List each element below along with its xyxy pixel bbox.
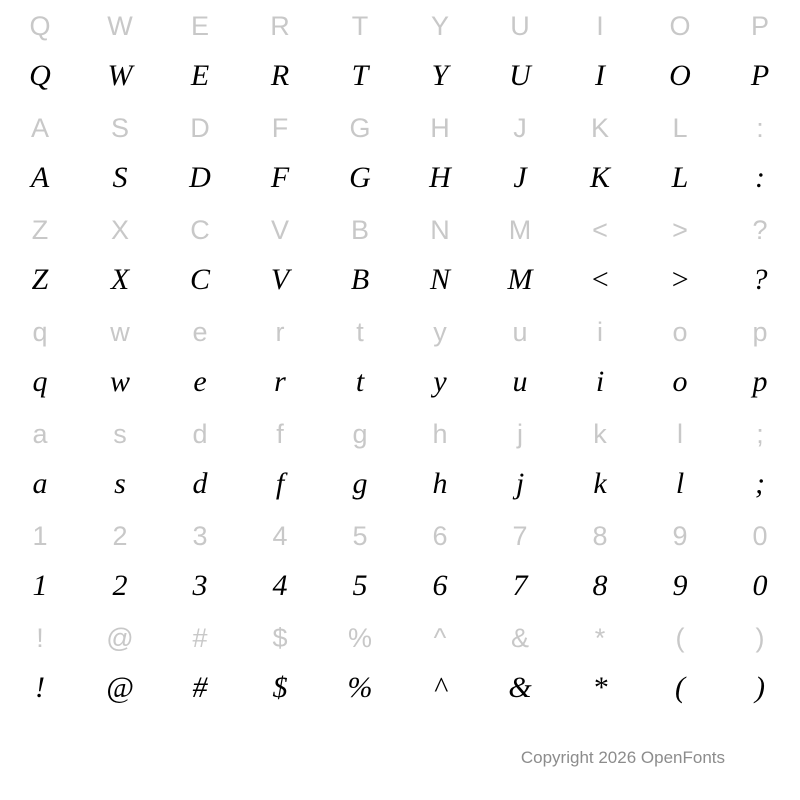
glyph-sample-cell: o <box>672 365 688 398</box>
key-label-cell: % <box>347 623 372 653</box>
specimen-row-pair <box>0 306 800 406</box>
key-label-cell: f <box>276 419 284 449</box>
glyph-sample-cell: P <box>750 59 770 92</box>
key-label-cell: > <box>672 215 688 245</box>
glyph-sample-cell: y <box>433 365 447 398</box>
glyph-sample-cell: @ <box>106 671 134 704</box>
key-label-cell: 2 <box>112 521 128 551</box>
key-label-cell: 6 <box>432 521 448 551</box>
glyph-sample-cell: q <box>32 365 48 398</box>
key-label-cell: # <box>192 623 208 653</box>
key-label-cell: R <box>270 11 290 41</box>
glyph-sample-cell: A <box>30 161 50 194</box>
key-label-row <box>0 306 800 358</box>
key-label-cell: k <box>593 419 607 449</box>
glyph-sample-cell: i <box>595 365 605 398</box>
glyph-sample-cell: r <box>274 365 286 398</box>
specimen-row-pair <box>0 612 800 712</box>
glyph-sample-cell: u <box>512 365 528 398</box>
key-label-cell: D <box>190 113 210 143</box>
glyph-sample-cell: ( <box>675 671 685 704</box>
glyph-sample-cell: w <box>109 365 130 398</box>
glyph-sample-cell: d <box>192 467 208 500</box>
glyph-sample-cell: J <box>513 161 527 194</box>
key-label-row <box>0 0 800 52</box>
key-label-cell: F <box>271 113 289 143</box>
key-label-cell: L <box>672 113 688 143</box>
glyph-sample-cell: X <box>110 263 130 296</box>
glyph-sample-cell: a <box>32 467 48 500</box>
glyph-sample-cell: C <box>189 263 210 296</box>
key-label-cell: ! <box>36 623 44 653</box>
key-label-cell: ^ <box>433 623 447 653</box>
glyph-sample-row <box>0 52 800 100</box>
key-label-cell: V <box>270 215 289 245</box>
glyph-sample-cell: k <box>593 467 607 500</box>
glyph-sample-cell: 5 <box>352 569 368 602</box>
glyph-sample-row <box>0 358 800 406</box>
glyph-sample-cell: 7 <box>512 569 528 602</box>
key-label-cell: 0 <box>752 521 768 551</box>
key-label-cell: d <box>192 419 208 449</box>
glyph-sample-cell: W <box>107 59 133 92</box>
key-label-cell: Q <box>29 11 51 41</box>
glyph-sample-cell: D <box>189 161 211 194</box>
key-label-cell: 4 <box>272 521 288 551</box>
glyph-sample-cell: T <box>351 59 369 92</box>
key-label-cell: B <box>350 215 369 245</box>
glyph-sample-cell: Y <box>431 59 449 92</box>
glyph-sample-cell: N <box>429 263 450 296</box>
key-label-cell: l <box>677 419 683 449</box>
glyph-sample-cell: : <box>755 161 765 194</box>
glyph-sample-row <box>0 562 800 610</box>
key-label-cell: w <box>110 317 130 347</box>
key-label-cell: P <box>750 11 769 41</box>
glyph-sample-cell: > <box>669 263 691 296</box>
glyph-sample-cell: % <box>347 671 373 704</box>
key-label-cell: p <box>752 317 768 347</box>
glyph-sample-cell: 2 <box>112 569 128 602</box>
glyph-sample-cell: ? <box>752 263 768 296</box>
glyph-sample-cell: 0 <box>752 569 768 602</box>
glyph-sample-cell: G <box>349 161 371 194</box>
key-label-cell: s <box>113 419 127 449</box>
key-label-cell: a <box>32 419 48 449</box>
key-label-cell: $ <box>272 623 288 653</box>
glyph-sample-cell: E <box>190 59 210 92</box>
key-label-cell: i <box>597 317 603 347</box>
glyph-sample-row <box>0 154 800 202</box>
glyph-sample-row <box>0 256 800 304</box>
key-label-cell: o <box>672 317 688 347</box>
key-label-cell: U <box>510 11 530 41</box>
glyph-sample-cell: 1 <box>32 569 48 602</box>
glyph-sample-cell: < <box>589 263 611 296</box>
key-label-cell: e <box>192 317 208 347</box>
key-label-row <box>0 612 800 664</box>
specimen-row-pair <box>0 0 800 100</box>
glyph-sample-cell: R <box>270 59 290 92</box>
key-label-cell: @ <box>106 623 134 653</box>
glyph-sample-cell: I <box>595 59 605 92</box>
glyph-sample-cell: U <box>509 59 531 92</box>
key-label-cell: T <box>351 11 369 41</box>
glyph-sample-cell: ^ <box>433 671 447 704</box>
glyph-sample-cell: Q <box>29 59 51 92</box>
glyph-sample-cell: l <box>675 467 685 500</box>
key-label-cell: Z <box>31 215 49 245</box>
key-label-cell: S <box>110 113 129 143</box>
key-label-cell: K <box>590 113 609 143</box>
glyph-sample-row <box>0 460 800 508</box>
glyph-sample-cell: e <box>193 365 207 398</box>
key-label-row <box>0 408 800 460</box>
key-label-cell: 5 <box>352 521 368 551</box>
key-label-cell: : <box>756 113 764 143</box>
glyph-sample-cell: Z <box>31 263 49 296</box>
key-label-cell: C <box>190 215 210 245</box>
key-label-cell: y <box>433 317 447 347</box>
specimen-row-pair <box>0 408 800 508</box>
key-label-cell: g <box>352 419 368 449</box>
key-label-cell: * <box>594 623 606 653</box>
key-label-row <box>0 204 800 256</box>
glyph-sample-cell: p <box>752 365 768 398</box>
copyright-notice: Copyright 2026 OpenFonts <box>520 748 725 767</box>
key-label-cell: q <box>32 317 48 347</box>
key-label-cell: 1 <box>32 521 48 551</box>
glyph-sample-cell: $ <box>272 671 288 704</box>
specimen-row-pair <box>0 102 800 202</box>
key-label-cell: < <box>592 215 608 245</box>
glyph-sample-row <box>0 664 800 712</box>
glyph-sample-cell: 8 <box>592 569 608 602</box>
key-label-cell: W <box>107 11 133 41</box>
glyph-sample-cell: V <box>270 263 290 296</box>
key-label-cell: ; <box>756 419 764 449</box>
key-label-cell: ? <box>752 215 768 245</box>
glyph-sample-cell: 9 <box>672 569 688 602</box>
glyph-sample-cell: f <box>275 467 285 500</box>
glyph-sample-cell: M <box>507 263 533 296</box>
glyph-sample-cell: S <box>112 161 128 194</box>
glyph-sample-cell: g <box>352 467 368 500</box>
key-label-cell: N <box>430 215 450 245</box>
specimen-row-pair <box>0 510 800 610</box>
glyph-sample-cell: & <box>508 671 532 704</box>
glyph-sample-cell: K <box>589 161 610 194</box>
key-label-cell: ( <box>675 623 685 653</box>
glyph-sample-cell: ; <box>755 467 765 500</box>
glyph-sample-cell: t <box>355 365 365 398</box>
key-label-cell: t <box>356 317 364 347</box>
specimen-row-pair <box>0 204 800 304</box>
glyph-sample-cell: H <box>429 161 451 194</box>
glyph-sample-cell: L <box>671 161 689 194</box>
key-label-cell: 9 <box>672 521 688 551</box>
key-label-cell: I <box>596 11 604 41</box>
key-label-cell: & <box>510 623 529 653</box>
key-label-cell: 8 <box>592 521 608 551</box>
glyph-sample-cell: 4 <box>272 569 288 602</box>
key-label-cell: A <box>30 113 49 143</box>
key-label-cell: j <box>517 419 523 449</box>
key-label-cell: h <box>432 419 448 449</box>
glyph-sample-cell: h <box>432 467 448 500</box>
glyph-sample-cell: s <box>114 467 126 500</box>
glyph-sample-cell: * <box>592 671 608 704</box>
key-label-cell: X <box>110 215 129 245</box>
key-label-cell: Y <box>430 11 449 41</box>
key-label-cell: 3 <box>192 521 208 551</box>
glyph-sample-cell: 3 <box>192 569 208 602</box>
glyph-sample-cell: B <box>350 263 370 296</box>
key-label-cell: u <box>512 317 528 347</box>
key-label-cell: E <box>190 11 209 41</box>
key-label-cell: J <box>513 113 527 143</box>
key-label-cell: M <box>508 215 532 245</box>
key-label-cell: G <box>349 113 371 143</box>
key-label-row <box>0 510 800 562</box>
key-label-cell: 7 <box>512 521 528 551</box>
glyph-sample-cell: ) <box>755 671 765 704</box>
glyph-sample-cell: j <box>515 467 525 500</box>
key-label-cell: ) <box>755 623 765 653</box>
glyph-sample-cell: # <box>192 671 208 704</box>
key-label-cell: O <box>669 11 691 41</box>
key-label-cell: H <box>430 113 450 143</box>
glyph-sample-cell: ! <box>35 671 45 704</box>
glyph-sample-cell: 6 <box>432 569 448 602</box>
glyph-sample-cell: O <box>669 59 691 92</box>
glyph-sample-cell: F <box>270 161 290 194</box>
key-label-row <box>0 102 800 154</box>
key-label-cell: r <box>275 317 285 347</box>
